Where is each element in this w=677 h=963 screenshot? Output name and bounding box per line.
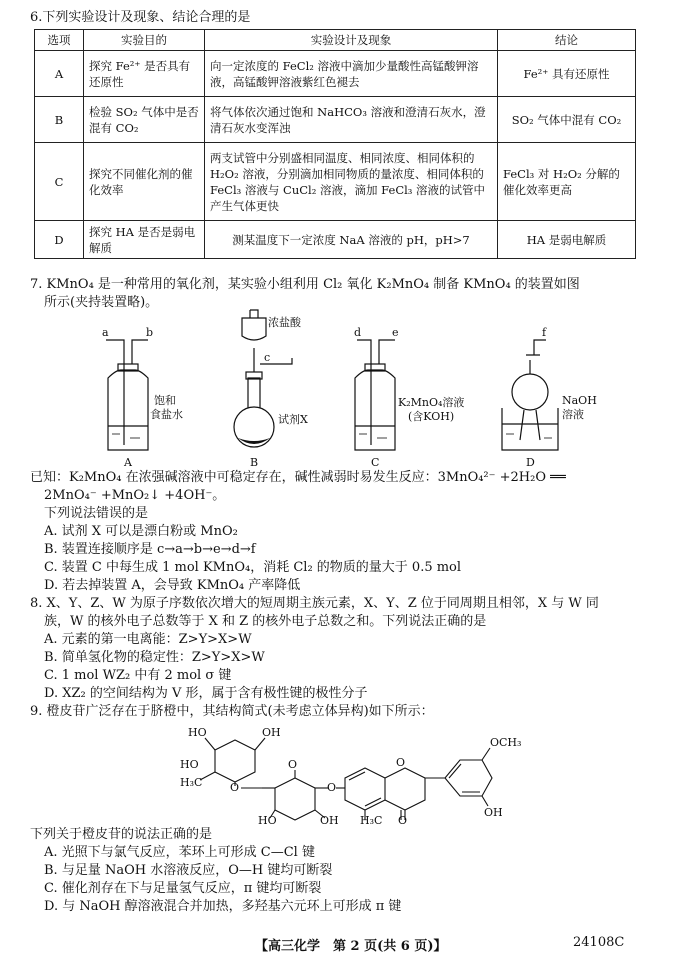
q8-option-d: D. XZ₂ 的空间结构为 V 形，属于含有极性键的极性分子: [44, 686, 368, 701]
struct-oh-3: OH: [320, 814, 339, 825]
footer-code: 24108C: [573, 935, 625, 950]
q7-option-d: D. 若去掉装置 A，会导致 KMnO₄ 产率降低: [44, 578, 301, 593]
label-A: A: [124, 456, 132, 469]
label-D: D: [526, 456, 535, 469]
q7-known-line1: 已知：K₂MnO₄ 在浓强碱溶液中可稳定存在，碱性减弱时易发生反应：3MnO₄²⁻ +2H₂O ══: [30, 470, 566, 485]
table-row: [35, 51, 636, 97]
struct-o-3: O: [396, 756, 406, 769]
option-cell: B: [35, 97, 84, 143]
label-k2mno4-1: K₂MnO₄溶液: [398, 396, 465, 409]
purpose-cell: 探究不同催化剂的催化效率: [84, 143, 205, 221]
table-row: [35, 97, 636, 143]
struct-h3c: H₃C: [180, 776, 203, 789]
table-header: 实验目的: [84, 30, 205, 51]
struct-och3: OCH₃: [490, 736, 522, 749]
q8-stem-line1: 8. X、Y、Z、W 为原子序数依次增大的短周期主族元素，X、Y、Z 位于同周期且相邻，X 与 W 同: [30, 596, 599, 611]
q9-option-a: A. 光照下与氯气反应，苯环上可形成 C—Cl 键: [44, 845, 315, 860]
conclusion-cell: FeCl₃ 对 H₂O₂ 分解的催化效率更高: [498, 143, 636, 221]
q7-option-b: B. 装置连接顺序是 c→a→b→e→d→f: [44, 542, 256, 557]
q8-option-a: A. 元素的第一电离能：Z>Y>X>W: [44, 632, 252, 647]
q7-ask: 下列说法错误的是: [44, 506, 149, 521]
label-naoh-1: NaOH: [562, 394, 597, 407]
q7-stem-line1: 7. KMnO₄ 是一种常用的氧化剂，某实验小组利用 Cl₂ 氧化 K₂MnO₄ 制备 KMnO₄ 的装置如图: [30, 277, 580, 292]
label-f: f: [542, 326, 547, 339]
conclusion-cell: HA 是弱电解质: [498, 221, 636, 259]
q7-option-c: C. 装置 C 中每生成 1 mol KMnO₄，消耗 Cl₂ 的物质的量大于 0.5 mol: [44, 560, 462, 575]
struct-o-5: O: [398, 814, 408, 825]
label-d: d: [354, 326, 362, 339]
purpose-cell: 探究 Fe²⁺ 是否具有还原性: [84, 51, 205, 97]
table-header-row: [35, 30, 636, 51]
design-cell: 测某温度下一定浓度 NaA 溶液的 pH，pH>7: [205, 221, 498, 259]
table-header: 结论: [498, 30, 636, 51]
q9-option-b: B. 与足量 NaOH 水溶液反应，O—H 键均可断裂: [44, 863, 333, 878]
label-brine-1: 饱和: [154, 394, 176, 407]
design-cell: 将气体依次通过饱和 NaHCO₃ 溶液和澄清石灰水，澄清石灰水变浑浊: [205, 97, 498, 143]
table-header: 实验设计及现象: [205, 30, 498, 51]
purpose-cell: 探究 HA 是否是弱电解质: [84, 221, 205, 259]
q8-option-b: B. 简单氢化物的稳定性：Z>Y>X>W: [44, 650, 265, 665]
label-k2mno4-2: (含KOH): [408, 410, 455, 423]
design-cell: 向一定浓度的 FeCl₂ 溶液中滴加少量酸性高锰酸钾溶液，高锰酸钾溶液紫红色褪去: [205, 51, 498, 97]
label-reagent-x: 试剂X: [278, 413, 308, 426]
label-C: C: [371, 456, 380, 469]
footer-title: 【高三化学 第 2 页(共 6 页)】: [255, 939, 447, 954]
q9-option-d: D. 与 NaOH 醇溶液混合并加热，多羟基六元环上可形成 π 键: [44, 899, 402, 914]
label-c: c: [264, 351, 271, 364]
hesperidin-structure: [0, 720, 677, 825]
label-e: e: [392, 326, 399, 339]
design-cell: 两支试管中分别盛相同温度、相同浓度、相同体积的 H₂O₂ 溶液，分别滴加相同物质的量浓度、相同体积的 FeCl₃ 溶液与 CuCl₂ 溶液，滴加 FeCl₃ 溶液的试管中产生气体更快: [205, 143, 498, 221]
conclusion-cell: SO₂ 气体中混有 CO₂: [498, 97, 636, 143]
struct-oh-4: OH: [484, 806, 503, 819]
option-cell: C: [35, 143, 84, 221]
purpose-cell: 检验 SO₂ 气体中是否混有 CO₂: [84, 97, 205, 143]
label-conc-hcl: 浓盐酸: [268, 316, 301, 329]
struct-ho-3: HO: [258, 814, 277, 825]
struct-oh-1: OH: [262, 726, 281, 739]
apparatus-diagram: [0, 300, 677, 470]
label-a: a: [102, 326, 109, 339]
q7-option-a: A. 试剂 X 可以是漂白粉或 MnO₂: [44, 524, 238, 539]
q7-stem-line2: 所示(夹持装置略)。: [44, 295, 159, 310]
conclusion-cell: Fe²⁺ 具有还原性: [498, 51, 636, 97]
q9-stem: 9. 橙皮苷广泛存在于脐橙中，其结构简式(未考虑立体异构)如下所示：: [30, 704, 434, 719]
q9-ask: 下列关于橙皮苷的说法正确的是: [30, 827, 213, 842]
struct-o-4: O: [288, 758, 298, 771]
q7-known-line2: 2MnO₄⁻ +MnO₂↓ +4OH⁻。: [44, 488, 226, 503]
label-B: B: [250, 456, 259, 469]
table-row: [35, 143, 636, 221]
struct-o-2: O: [327, 781, 337, 794]
table-header: 选项: [35, 30, 84, 51]
q8-stem-line2: 族，W 的核外电子总数等于 X 和 Z 的核外电子总数之和。下列说法正确的是: [44, 614, 487, 629]
q8-option-c: C. 1 mol WZ₂ 中有 2 mol σ 键: [44, 668, 232, 683]
option-cell: D: [35, 221, 84, 259]
struct-o-1: O: [230, 781, 240, 794]
label-brine-2: 食盐水: [150, 408, 183, 421]
table-row: [35, 221, 636, 259]
q6-stem: 6.下列实验设计及现象、结论合理的是: [30, 10, 251, 25]
struct-ho-2: HO: [180, 758, 199, 771]
q9-option-c: C. 催化剂存在下与足量氢气反应，π 键均可断裂: [44, 881, 322, 896]
struct-methyl: H₃C: [360, 814, 383, 825]
label-naoh-2: 溶液: [562, 408, 584, 421]
option-cell: A: [35, 51, 84, 97]
label-b: b: [146, 326, 154, 339]
experiment-table: [34, 29, 636, 259]
struct-ho-1: HO: [188, 726, 207, 739]
